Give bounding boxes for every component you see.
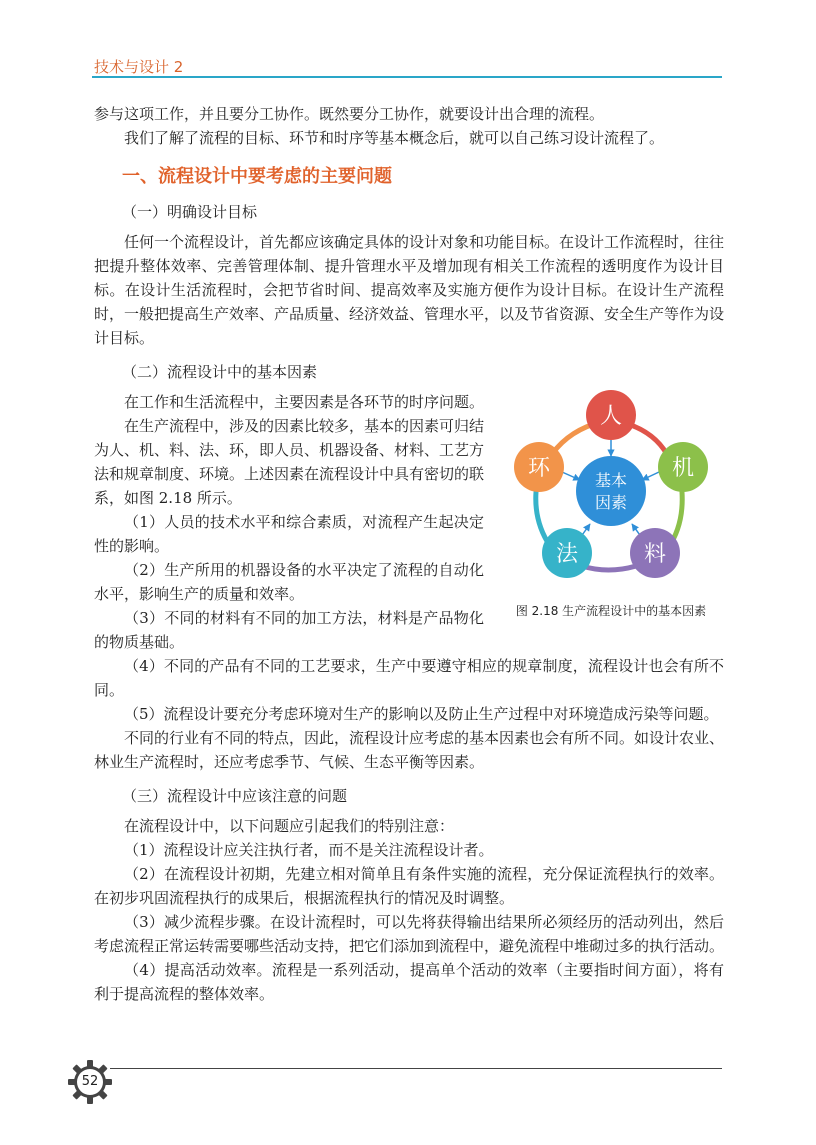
- section-title: 一、流程设计中要考虑的主要问题: [122, 166, 392, 187]
- subsection-2-closing: 不同的行业有不同的特点，因此，流程设计应考虑的基本因素也会有所不同。如设计农业、林业生产流程时，还应考虑季节、气候、生态平衡等因素。: [94, 729, 725, 771]
- subsection-title-2: （二）流程设计中的基本因素: [122, 363, 318, 381]
- ring-arc-liao-fa: [582, 566, 636, 570]
- intro-paragraph-2: 我们了解了流程的目标、环节和时序等基本概念后，就可以自己练习设计流程了。: [124, 129, 665, 147]
- subsection-1-paragraph: 任何一个流程设计，首先都应该确定具体的设计对象和功能目标。在设计工作流程时，往往把提升整体效率、完善管理体制、提升管理水平及增加现有相关工作流程的透明度作为设计目标。在设计生活流程时，会把节省时间、提高效率及实施方便作为设计目标。在设计生产流程时，一般把提高生产效率、产品质量、经济效益、管理水平，以及节省资源、安全生产等作为设计目标。: [94, 233, 725, 347]
- center-label-line2: 因素: [594, 493, 628, 512]
- page-number: 52: [81, 1074, 99, 1089]
- page-body: [94, 102, 724, 1006]
- node-liao-label: 料: [643, 542, 667, 567]
- list-item: （3）减少流程步骤。在设计流程时，可以先将获得输出结果所必须经历的活动列出，然后考虑流程正常运转需要哪些活动支持，把它们添加到流程中，避免流程中堆砌过多的执行活动。: [94, 913, 725, 955]
- subsection-3-intro: 在流程设计中，以下问题应引起我们的特别注意：: [124, 817, 455, 835]
- arrow-ji: [642, 472, 659, 480]
- subsection-title-3: （三）流程设计中应该注意的问题: [122, 787, 348, 805]
- node-huan-label: 环: [527, 456, 551, 481]
- factors-diagram: [498, 390, 724, 595]
- list-item: （2）生产所用的机器设备的水平决定了流程的自动化水平，影响生产的质量和效率。: [94, 561, 484, 603]
- list-item: （5）流程设计要充分考虑环境对生产的影响以及防止生产过程中对环境造成污染等问题。: [124, 705, 719, 723]
- subsection-title-1: （一）明确设计目标: [122, 203, 258, 221]
- list-item: （4）提高活动效率。流程是一系列活动，提高单个活动的效率（主要指时间方面），将有利于提高流程的整体效率。: [94, 961, 724, 1003]
- arrow-huan: [562, 472, 580, 480]
- node-ji-label: 机: [671, 456, 695, 481]
- intro-paragraph-1: 参与这项工作，并且要分工协作。既然要分工协作，就要设计出合理的流程。: [94, 105, 605, 123]
- header-divider: [92, 76, 722, 78]
- center-circle: [576, 456, 646, 526]
- figure-caption: 图 2.18 生产流程设计中的基本因素: [515, 604, 707, 618]
- node-ren-label: 人: [599, 404, 623, 429]
- running-header: 技术与设计 2: [94, 58, 184, 76]
- list-item: （3）不同的材料有不同的加工方法，材料是产品物化的物质基础。: [94, 609, 484, 651]
- footer-divider: [110, 1068, 722, 1069]
- node-fa-label: 法: [555, 542, 579, 567]
- subsection-2-paragraph-1: 在工作和生活流程中，主要因素是各环节的时序问题。: [124, 393, 485, 411]
- list-item: （4）不同的产品有不同的工艺要求，生产中要遵守相应的规章制度，流程设计也会有所不同。: [94, 657, 724, 699]
- figure-basic-factors: [498, 390, 724, 623]
- center-label-line1: 基本: [594, 471, 628, 490]
- list-item: （2）在流程设计初期，先建立相对简单且有条件实施的流程，充分保证流程执行的效率。在初步巩固流程执行的成果后，根据流程执行的情况及时调整。: [94, 865, 724, 907]
- subsection-2-paragraph-2: 在生产流程中，涉及的因素比较多，基本的因素可归结为人、机、料、法、环，即人员、机器设备、材料、工艺方法和规章制度、环境。上述因素在流程设计中具有密切的联系，如图 2.18 所示。: [94, 417, 485, 507]
- list-item: （1）流程设计应关注执行者，而不是关注流程设计者。: [124, 841, 494, 859]
- list-item: （1）人员的技术水平和综合素质，对流程产生起决定性的影响。: [94, 513, 484, 555]
